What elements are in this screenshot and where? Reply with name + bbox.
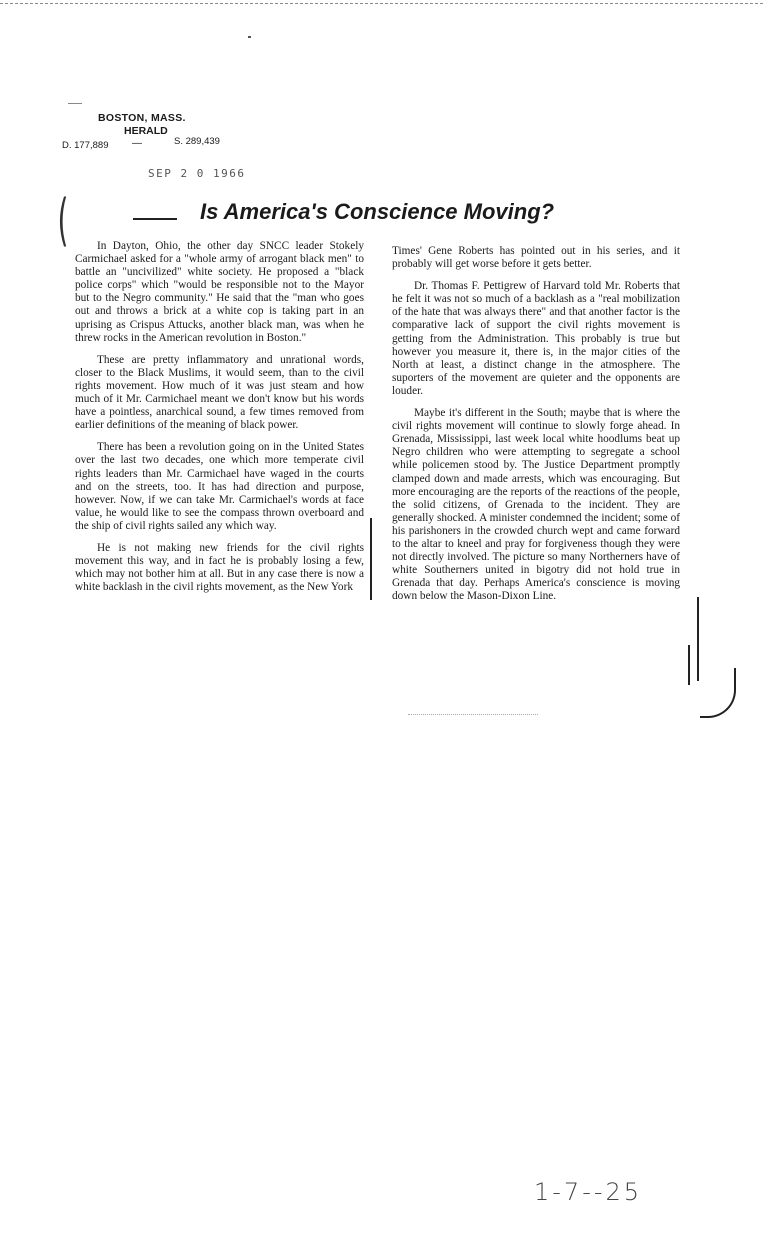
margin-mark-right xyxy=(697,597,699,681)
date-stamp: SEP 2 0 1966 xyxy=(148,167,246,180)
paragraph: He is not making new friends for the civil rights movement this way, and in fact he is probably losing a few, which may not bother him at all. But in any case there is now a white backlash in the civil rights movement, as the New York xyxy=(75,541,364,594)
circulation-daily: D. 177,889 xyxy=(62,140,109,151)
paragraph: In Dayton, Ohio, the other day SNCC leader Stokely Carmichael asked for a "whole army of arrogant black men" to battle an "uncivilized" white society. He proposed a "black police corps" which "would be responsible not to the Mayor but to the Negro community." He said that the "man who goes out and throws a brick at a white cop is taking part in an uprising as Crispus Attucks, another black man, was when he threw rocks in the American revolution in Boston." xyxy=(75,240,364,344)
paragraph: Dr. Thomas F. Pettigrew of Harvard told Mr. Roberts that he felt it was not so much of a backlash as a "real mobilization of the hate that was always there" and that another factor is the comparative lack of support the civil rights movement is getting from the Administration. This probably is true but however you measure it, there is, in the major cities of the North at least, a distinct change in the atmosphere. The suporters of the movement are quieter and the opponents are louder. xyxy=(392,280,680,397)
article-headline: Is America's Conscience Moving? xyxy=(200,199,555,224)
handwritten-file-number: 1-7--25 xyxy=(534,1178,643,1206)
page-top-border xyxy=(0,3,763,4)
paragraph: These are pretty inflammatory and unrational words, closer to the Black Muslims, it would seem, than to the civil rights movement. How much of it was just steam and how much of it Mr. Carmichael meant we don't know but his words have a pointless, anarchical sound, a few times removed from earlier definitions of the meaning of black power. xyxy=(75,353,364,432)
paper-title: HERALD xyxy=(124,125,168,137)
article-column-left xyxy=(75,240,364,603)
left-bracket-mark: ( xyxy=(57,188,69,253)
headline-rule xyxy=(133,218,177,220)
article-column-right xyxy=(392,245,680,612)
circulation-separator: — xyxy=(132,138,142,149)
paragraph-continued: Times' Gene Roberts has pointed out in his series, and it probably will get worse before it gets better. xyxy=(392,245,680,271)
circulation-sunday: S. 289,439 xyxy=(174,136,220,147)
margin-scrawl xyxy=(68,103,82,104)
margin-mark-left xyxy=(370,518,372,600)
faint-dotted-line xyxy=(408,714,538,715)
margin-mark-right-inner xyxy=(688,645,690,685)
paragraph: There has been a revolution going on in the United States over the last two decades, one which more temperate civil rights leaders than Mr. Carmichael have waged in the courts and on the streets, too. It has had direction and purpose, however. Now, if we can take Mr. Carmichael's words at face value, he would like to see the compass thrown overboard and the ship of civil rights sailed any which way. xyxy=(75,441,364,532)
paragraph: Maybe it's different in the South; maybe that is where the civil rights movement will continue to slowly forge ahead. In Grenada, Mississippi, last week local white hoodlums beat up Negro children who were attempting to segregate a school while policemen stood by. The Justice Department promptly clamped down and made arrests, which was encouraging. But more encouraging are the reports of the reactions of the people, the solid citizens, of Grenada to the incident. They are generally shocked. A minister condemned the incident; some of his parishoners in the crowded church wept and came forward to the altar to kneel and pray for forgiveness though they were not directly involved. The picture so many Northerners have of white Southerners united in bigotry did not hold true in Grenada that day. Perhaps America's conscience is moving down below the Mason-Dixon Line. xyxy=(392,407,680,603)
end-bracket-mark xyxy=(700,668,736,718)
speck-mark xyxy=(248,36,251,38)
paper-location: BOSTON, MASS. xyxy=(98,112,186,124)
